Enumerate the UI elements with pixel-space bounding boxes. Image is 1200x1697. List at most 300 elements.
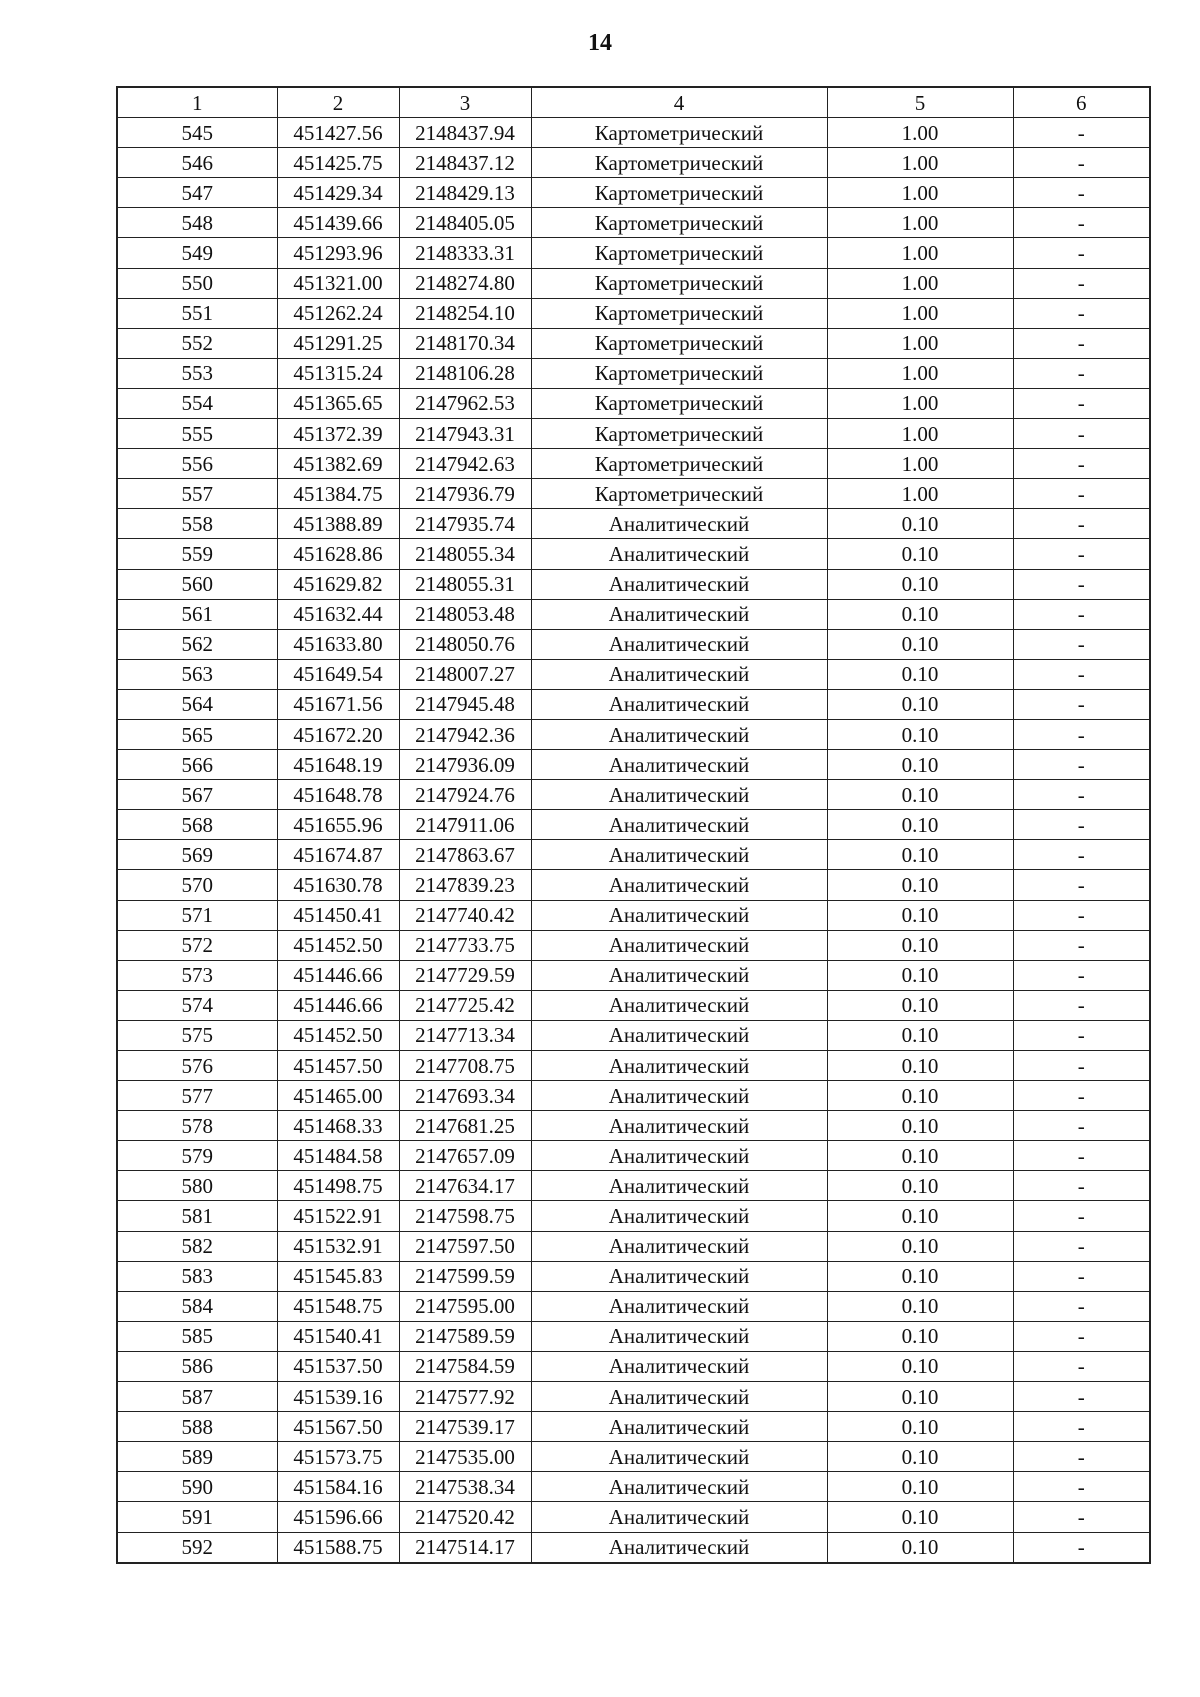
accuracy-cell: 0.10 (827, 1382, 1013, 1412)
description-cell: - (1013, 960, 1150, 990)
x-coordinate-cell: 451630.78 (277, 870, 399, 900)
method-cell: Аналитический (531, 599, 827, 629)
description-cell: - (1013, 419, 1150, 449)
y-coordinate-cell: 2147538.34 (399, 1472, 531, 1502)
description-cell: - (1013, 1111, 1150, 1141)
y-coordinate-cell: 2148170.34 (399, 328, 531, 358)
table-row (117, 629, 1150, 659)
table-row (117, 449, 1150, 479)
method-cell: Аналитический (531, 990, 827, 1020)
table-row (117, 1261, 1150, 1291)
point-number-cell: 575 (117, 1020, 277, 1050)
description-cell: - (1013, 178, 1150, 208)
description-cell: - (1013, 479, 1150, 509)
accuracy-cell: 0.10 (827, 1502, 1013, 1532)
table-row (117, 960, 1150, 990)
description-cell: - (1013, 268, 1150, 298)
accuracy-cell: 1.00 (827, 479, 1013, 509)
point-number-cell: 548 (117, 208, 277, 238)
point-number-cell: 561 (117, 599, 277, 629)
description-cell: - (1013, 1382, 1150, 1412)
x-coordinate-cell: 451674.87 (277, 840, 399, 870)
description-cell: - (1013, 599, 1150, 629)
method-cell: Аналитический (531, 1351, 827, 1381)
method-cell: Аналитический (531, 1532, 827, 1563)
description-cell: - (1013, 358, 1150, 388)
x-coordinate-cell: 451633.80 (277, 629, 399, 659)
table-row (117, 1171, 1150, 1201)
method-cell: Аналитический (531, 1291, 827, 1321)
point-number-cell: 592 (117, 1532, 277, 1563)
point-number-cell: 562 (117, 629, 277, 659)
method-cell: Аналитический (531, 1141, 827, 1171)
table-row (117, 870, 1150, 900)
point-number-cell: 565 (117, 719, 277, 749)
method-cell: Аналитический (531, 840, 827, 870)
description-cell: - (1013, 719, 1150, 749)
description-cell: - (1013, 509, 1150, 539)
accuracy-cell: 0.10 (827, 1171, 1013, 1201)
point-number-cell: 559 (117, 539, 277, 569)
y-coordinate-cell: 2147539.17 (399, 1412, 531, 1442)
table-row (117, 990, 1150, 1020)
accuracy-cell: 0.10 (827, 1020, 1013, 1050)
table-body (117, 118, 1150, 1563)
method-cell: Картометрический (531, 449, 827, 479)
accuracy-cell: 1.00 (827, 298, 1013, 328)
table-row (117, 1231, 1150, 1261)
table-row (117, 1382, 1150, 1412)
method-cell: Аналитический (531, 1231, 827, 1261)
page-number: 14 (588, 30, 612, 56)
accuracy-cell: 0.10 (827, 569, 1013, 599)
x-coordinate-cell: 451427.56 (277, 118, 399, 148)
method-cell: Аналитический (531, 1051, 827, 1081)
y-coordinate-cell: 2147863.67 (399, 840, 531, 870)
description-cell: - (1013, 629, 1150, 659)
table-row (117, 358, 1150, 388)
description-cell: - (1013, 1502, 1150, 1532)
description-cell: - (1013, 1472, 1150, 1502)
table-row (117, 840, 1150, 870)
description-cell: - (1013, 1351, 1150, 1381)
table-row (117, 268, 1150, 298)
x-coordinate-cell: 451567.50 (277, 1412, 399, 1442)
table-row (117, 388, 1150, 418)
accuracy-cell: 1.00 (827, 178, 1013, 208)
table-header-row (117, 87, 1150, 118)
point-number-cell: 585 (117, 1321, 277, 1351)
x-coordinate-cell: 451446.66 (277, 990, 399, 1020)
description-cell: - (1013, 1532, 1150, 1563)
method-cell: Аналитический (531, 1261, 827, 1291)
method-cell: Аналитический (531, 1020, 827, 1050)
point-number-cell: 557 (117, 479, 277, 509)
method-cell: Картометрический (531, 178, 827, 208)
y-coordinate-cell: 2147945.48 (399, 689, 531, 719)
point-number-cell: 549 (117, 238, 277, 268)
table-row (117, 1502, 1150, 1532)
accuracy-cell: 0.10 (827, 960, 1013, 990)
table-row (117, 148, 1150, 178)
accuracy-cell: 1.00 (827, 449, 1013, 479)
x-coordinate-cell: 451498.75 (277, 1171, 399, 1201)
point-number-cell: 578 (117, 1111, 277, 1141)
y-coordinate-cell: 2148333.31 (399, 238, 531, 268)
description-cell: - (1013, 659, 1150, 689)
accuracy-cell: 0.10 (827, 1351, 1013, 1381)
y-coordinate-cell: 2147740.42 (399, 900, 531, 930)
point-number-cell: 576 (117, 1051, 277, 1081)
description-cell: - (1013, 780, 1150, 810)
x-coordinate-cell: 451537.50 (277, 1351, 399, 1381)
point-number-cell: 546 (117, 148, 277, 178)
description-cell: - (1013, 208, 1150, 238)
accuracy-cell: 0.10 (827, 1412, 1013, 1442)
x-coordinate-cell: 451573.75 (277, 1442, 399, 1472)
point-number-cell: 554 (117, 388, 277, 418)
point-number-cell: 567 (117, 780, 277, 810)
table-row (117, 479, 1150, 509)
y-coordinate-cell: 2147924.76 (399, 780, 531, 810)
x-coordinate-cell: 451484.58 (277, 1141, 399, 1171)
method-cell: Аналитический (531, 960, 827, 990)
x-coordinate-cell: 451262.24 (277, 298, 399, 328)
x-coordinate-cell: 451468.33 (277, 1111, 399, 1141)
point-number-cell: 579 (117, 1141, 277, 1171)
x-coordinate-cell: 451539.16 (277, 1382, 399, 1412)
accuracy-cell: 0.10 (827, 1442, 1013, 1472)
point-number-cell: 588 (117, 1412, 277, 1442)
x-coordinate-cell: 451655.96 (277, 810, 399, 840)
y-coordinate-cell: 2148055.31 (399, 569, 531, 599)
description-cell: - (1013, 118, 1150, 148)
table-row (117, 1442, 1150, 1472)
x-coordinate-cell: 451532.91 (277, 1231, 399, 1261)
y-coordinate-cell: 2147584.59 (399, 1351, 531, 1381)
x-coordinate-cell: 451457.50 (277, 1051, 399, 1081)
accuracy-cell: 1.00 (827, 358, 1013, 388)
table-row (117, 1111, 1150, 1141)
y-coordinate-cell: 2147911.06 (399, 810, 531, 840)
y-coordinate-cell: 2148437.12 (399, 148, 531, 178)
method-cell: Картометрический (531, 479, 827, 509)
accuracy-cell: 0.10 (827, 780, 1013, 810)
y-coordinate-cell: 2147729.59 (399, 960, 531, 990)
y-coordinate-cell: 2147657.09 (399, 1141, 531, 1171)
accuracy-cell: 1.00 (827, 268, 1013, 298)
accuracy-cell: 1.00 (827, 388, 1013, 418)
point-number-cell: 572 (117, 930, 277, 960)
method-cell: Картометрический (531, 419, 827, 449)
point-number-cell: 558 (117, 509, 277, 539)
y-coordinate-cell: 2147936.09 (399, 750, 531, 780)
accuracy-cell: 0.10 (827, 1081, 1013, 1111)
method-cell: Аналитический (531, 810, 827, 840)
y-coordinate-cell: 2148007.27 (399, 659, 531, 689)
x-coordinate-cell: 451372.39 (277, 419, 399, 449)
method-cell: Картометрический (531, 358, 827, 388)
x-coordinate-cell: 451450.41 (277, 900, 399, 930)
point-number-cell: 573 (117, 960, 277, 990)
x-coordinate-cell: 451545.83 (277, 1261, 399, 1291)
method-cell: Аналитический (531, 870, 827, 900)
x-coordinate-cell: 451388.89 (277, 509, 399, 539)
table-row (117, 208, 1150, 238)
point-number-cell: 584 (117, 1291, 277, 1321)
table-row (117, 238, 1150, 268)
x-coordinate-cell: 451672.20 (277, 719, 399, 749)
accuracy-cell: 0.10 (827, 1051, 1013, 1081)
table-row (117, 900, 1150, 930)
point-number-cell: 583 (117, 1261, 277, 1291)
point-number-cell: 555 (117, 419, 277, 449)
x-coordinate-cell: 451629.82 (277, 569, 399, 599)
accuracy-cell: 0.10 (827, 1532, 1013, 1563)
description-cell: - (1013, 930, 1150, 960)
table-row (117, 509, 1150, 539)
column-header: 1 (117, 87, 277, 118)
y-coordinate-cell: 2148055.34 (399, 539, 531, 569)
description-cell: - (1013, 1231, 1150, 1261)
method-cell: Картометрический (531, 268, 827, 298)
description-cell: - (1013, 148, 1150, 178)
method-cell: Аналитический (531, 1502, 827, 1532)
point-number-cell: 569 (117, 840, 277, 870)
method-cell: Картометрический (531, 388, 827, 418)
table-row (117, 1201, 1150, 1231)
x-coordinate-cell: 451632.44 (277, 599, 399, 629)
y-coordinate-cell: 2147936.79 (399, 479, 531, 509)
y-coordinate-cell: 2148405.05 (399, 208, 531, 238)
method-cell: Аналитический (531, 539, 827, 569)
description-cell: - (1013, 1051, 1150, 1081)
y-coordinate-cell: 2147942.36 (399, 719, 531, 749)
method-cell: Картометрический (531, 298, 827, 328)
x-coordinate-cell: 451584.16 (277, 1472, 399, 1502)
x-coordinate-cell: 451548.75 (277, 1291, 399, 1321)
method-cell: Аналитический (531, 1472, 827, 1502)
description-cell: - (1013, 1020, 1150, 1050)
table-row (117, 659, 1150, 689)
point-number-cell: 571 (117, 900, 277, 930)
method-cell: Аналитический (531, 689, 827, 719)
accuracy-cell: 0.10 (827, 840, 1013, 870)
y-coordinate-cell: 2147597.50 (399, 1231, 531, 1261)
point-number-cell: 547 (117, 178, 277, 208)
table-row (117, 1321, 1150, 1351)
x-coordinate-cell: 451452.50 (277, 1020, 399, 1050)
point-number-cell: 570 (117, 870, 277, 900)
description-cell: - (1013, 388, 1150, 418)
table-row (117, 930, 1150, 960)
description-cell: - (1013, 569, 1150, 599)
point-number-cell: 591 (117, 1502, 277, 1532)
point-number-cell: 552 (117, 328, 277, 358)
accuracy-cell: 1.00 (827, 208, 1013, 238)
point-number-cell: 545 (117, 118, 277, 148)
accuracy-cell: 0.10 (827, 1321, 1013, 1351)
description-cell: - (1013, 238, 1150, 268)
y-coordinate-cell: 2147595.00 (399, 1291, 531, 1321)
x-coordinate-cell: 451465.00 (277, 1081, 399, 1111)
method-cell: Картометрический (531, 118, 827, 148)
method-cell: Аналитический (531, 509, 827, 539)
table-row (117, 1020, 1150, 1050)
table-row (117, 539, 1150, 569)
table-row (117, 1051, 1150, 1081)
method-cell: Аналитический (531, 1412, 827, 1442)
description-cell: - (1013, 1291, 1150, 1321)
method-cell: Аналитический (531, 1081, 827, 1111)
description-cell: - (1013, 1412, 1150, 1442)
method-cell: Аналитический (531, 659, 827, 689)
x-coordinate-cell: 451648.19 (277, 750, 399, 780)
description-cell: - (1013, 750, 1150, 780)
column-header: 2 (277, 87, 399, 118)
column-header: 3 (399, 87, 531, 118)
x-coordinate-cell: 451649.54 (277, 659, 399, 689)
point-number-cell: 574 (117, 990, 277, 1020)
y-coordinate-cell: 2147577.92 (399, 1382, 531, 1412)
accuracy-cell: 1.00 (827, 238, 1013, 268)
point-number-cell: 556 (117, 449, 277, 479)
description-cell: - (1013, 1201, 1150, 1231)
point-number-cell: 551 (117, 298, 277, 328)
description-cell: - (1013, 449, 1150, 479)
description-cell: - (1013, 539, 1150, 569)
y-coordinate-cell: 2147943.31 (399, 419, 531, 449)
description-cell: - (1013, 900, 1150, 930)
accuracy-cell: 0.10 (827, 509, 1013, 539)
y-coordinate-cell: 2147599.59 (399, 1261, 531, 1291)
description-cell: - (1013, 810, 1150, 840)
x-coordinate-cell: 451522.91 (277, 1201, 399, 1231)
y-coordinate-cell: 2147514.17 (399, 1532, 531, 1563)
table-row (117, 1351, 1150, 1381)
table-row (117, 419, 1150, 449)
point-number-cell: 589 (117, 1442, 277, 1472)
method-cell: Аналитический (531, 1111, 827, 1141)
x-coordinate-cell: 451648.78 (277, 780, 399, 810)
x-coordinate-cell: 451321.00 (277, 268, 399, 298)
description-cell: - (1013, 328, 1150, 358)
point-number-cell: 582 (117, 1231, 277, 1261)
x-coordinate-cell: 451293.96 (277, 238, 399, 268)
y-coordinate-cell: 2147520.42 (399, 1502, 531, 1532)
accuracy-cell: 0.10 (827, 1472, 1013, 1502)
point-number-cell: 564 (117, 689, 277, 719)
column-header: 6 (1013, 87, 1150, 118)
table-row (117, 780, 1150, 810)
coordinates-table (116, 86, 1151, 1564)
y-coordinate-cell: 2147962.53 (399, 388, 531, 418)
accuracy-cell: 0.10 (827, 629, 1013, 659)
accuracy-cell: 0.10 (827, 719, 1013, 749)
y-coordinate-cell: 2147713.34 (399, 1020, 531, 1050)
method-cell: Аналитический (531, 719, 827, 749)
y-coordinate-cell: 2147942.63 (399, 449, 531, 479)
point-number-cell: 560 (117, 569, 277, 599)
method-cell: Аналитический (531, 1171, 827, 1201)
x-coordinate-cell: 451429.34 (277, 178, 399, 208)
column-header: 4 (531, 87, 827, 118)
method-cell: Аналитический (531, 629, 827, 659)
method-cell: Аналитический (531, 1201, 827, 1231)
accuracy-cell: 0.10 (827, 930, 1013, 960)
y-coordinate-cell: 2147681.25 (399, 1111, 531, 1141)
y-coordinate-cell: 2148050.76 (399, 629, 531, 659)
accuracy-cell: 1.00 (827, 148, 1013, 178)
y-coordinate-cell: 2147535.00 (399, 1442, 531, 1472)
point-number-cell: 566 (117, 750, 277, 780)
point-number-cell: 580 (117, 1171, 277, 1201)
table-row (117, 719, 1150, 749)
point-number-cell: 553 (117, 358, 277, 388)
method-cell: Аналитический (531, 569, 827, 599)
description-cell: - (1013, 1261, 1150, 1291)
description-cell: - (1013, 990, 1150, 1020)
method-cell: Аналитический (531, 930, 827, 960)
description-cell: - (1013, 1442, 1150, 1472)
accuracy-cell: 0.10 (827, 1291, 1013, 1321)
y-coordinate-cell: 2147598.75 (399, 1201, 531, 1231)
table-row (117, 178, 1150, 208)
accuracy-cell: 1.00 (827, 419, 1013, 449)
y-coordinate-cell: 2147589.59 (399, 1321, 531, 1351)
description-cell: - (1013, 1171, 1150, 1201)
point-number-cell: 590 (117, 1472, 277, 1502)
x-coordinate-cell: 451452.50 (277, 930, 399, 960)
accuracy-cell: 0.10 (827, 900, 1013, 930)
description-cell: - (1013, 1141, 1150, 1171)
method-cell: Картометрический (531, 328, 827, 358)
table-row (117, 750, 1150, 780)
table-row (117, 1291, 1150, 1321)
accuracy-cell: 0.10 (827, 1111, 1013, 1141)
description-cell: - (1013, 298, 1150, 328)
x-coordinate-cell: 451291.25 (277, 328, 399, 358)
table-row (117, 1081, 1150, 1111)
x-coordinate-cell: 451315.24 (277, 358, 399, 388)
table-row (117, 689, 1150, 719)
table-row (117, 328, 1150, 358)
y-coordinate-cell: 2148437.94 (399, 118, 531, 148)
y-coordinate-cell: 2147693.34 (399, 1081, 531, 1111)
point-number-cell: 563 (117, 659, 277, 689)
method-cell: Картометрический (531, 208, 827, 238)
description-cell: - (1013, 1321, 1150, 1351)
method-cell: Аналитический (531, 1442, 827, 1472)
x-coordinate-cell: 451425.75 (277, 148, 399, 178)
point-number-cell: 577 (117, 1081, 277, 1111)
point-number-cell: 568 (117, 810, 277, 840)
accuracy-cell: 0.10 (827, 599, 1013, 629)
y-coordinate-cell: 2148274.80 (399, 268, 531, 298)
method-cell: Аналитический (531, 1321, 827, 1351)
x-coordinate-cell: 451671.56 (277, 689, 399, 719)
description-cell: - (1013, 1081, 1150, 1111)
y-coordinate-cell: 2148254.10 (399, 298, 531, 328)
accuracy-cell: 0.10 (827, 659, 1013, 689)
point-number-cell: 586 (117, 1351, 277, 1381)
accuracy-cell: 0.10 (827, 1231, 1013, 1261)
method-cell: Картометрический (531, 238, 827, 268)
table-row (117, 1532, 1150, 1563)
accuracy-cell: 0.10 (827, 1141, 1013, 1171)
table-row (117, 298, 1150, 328)
y-coordinate-cell: 2147839.23 (399, 870, 531, 900)
